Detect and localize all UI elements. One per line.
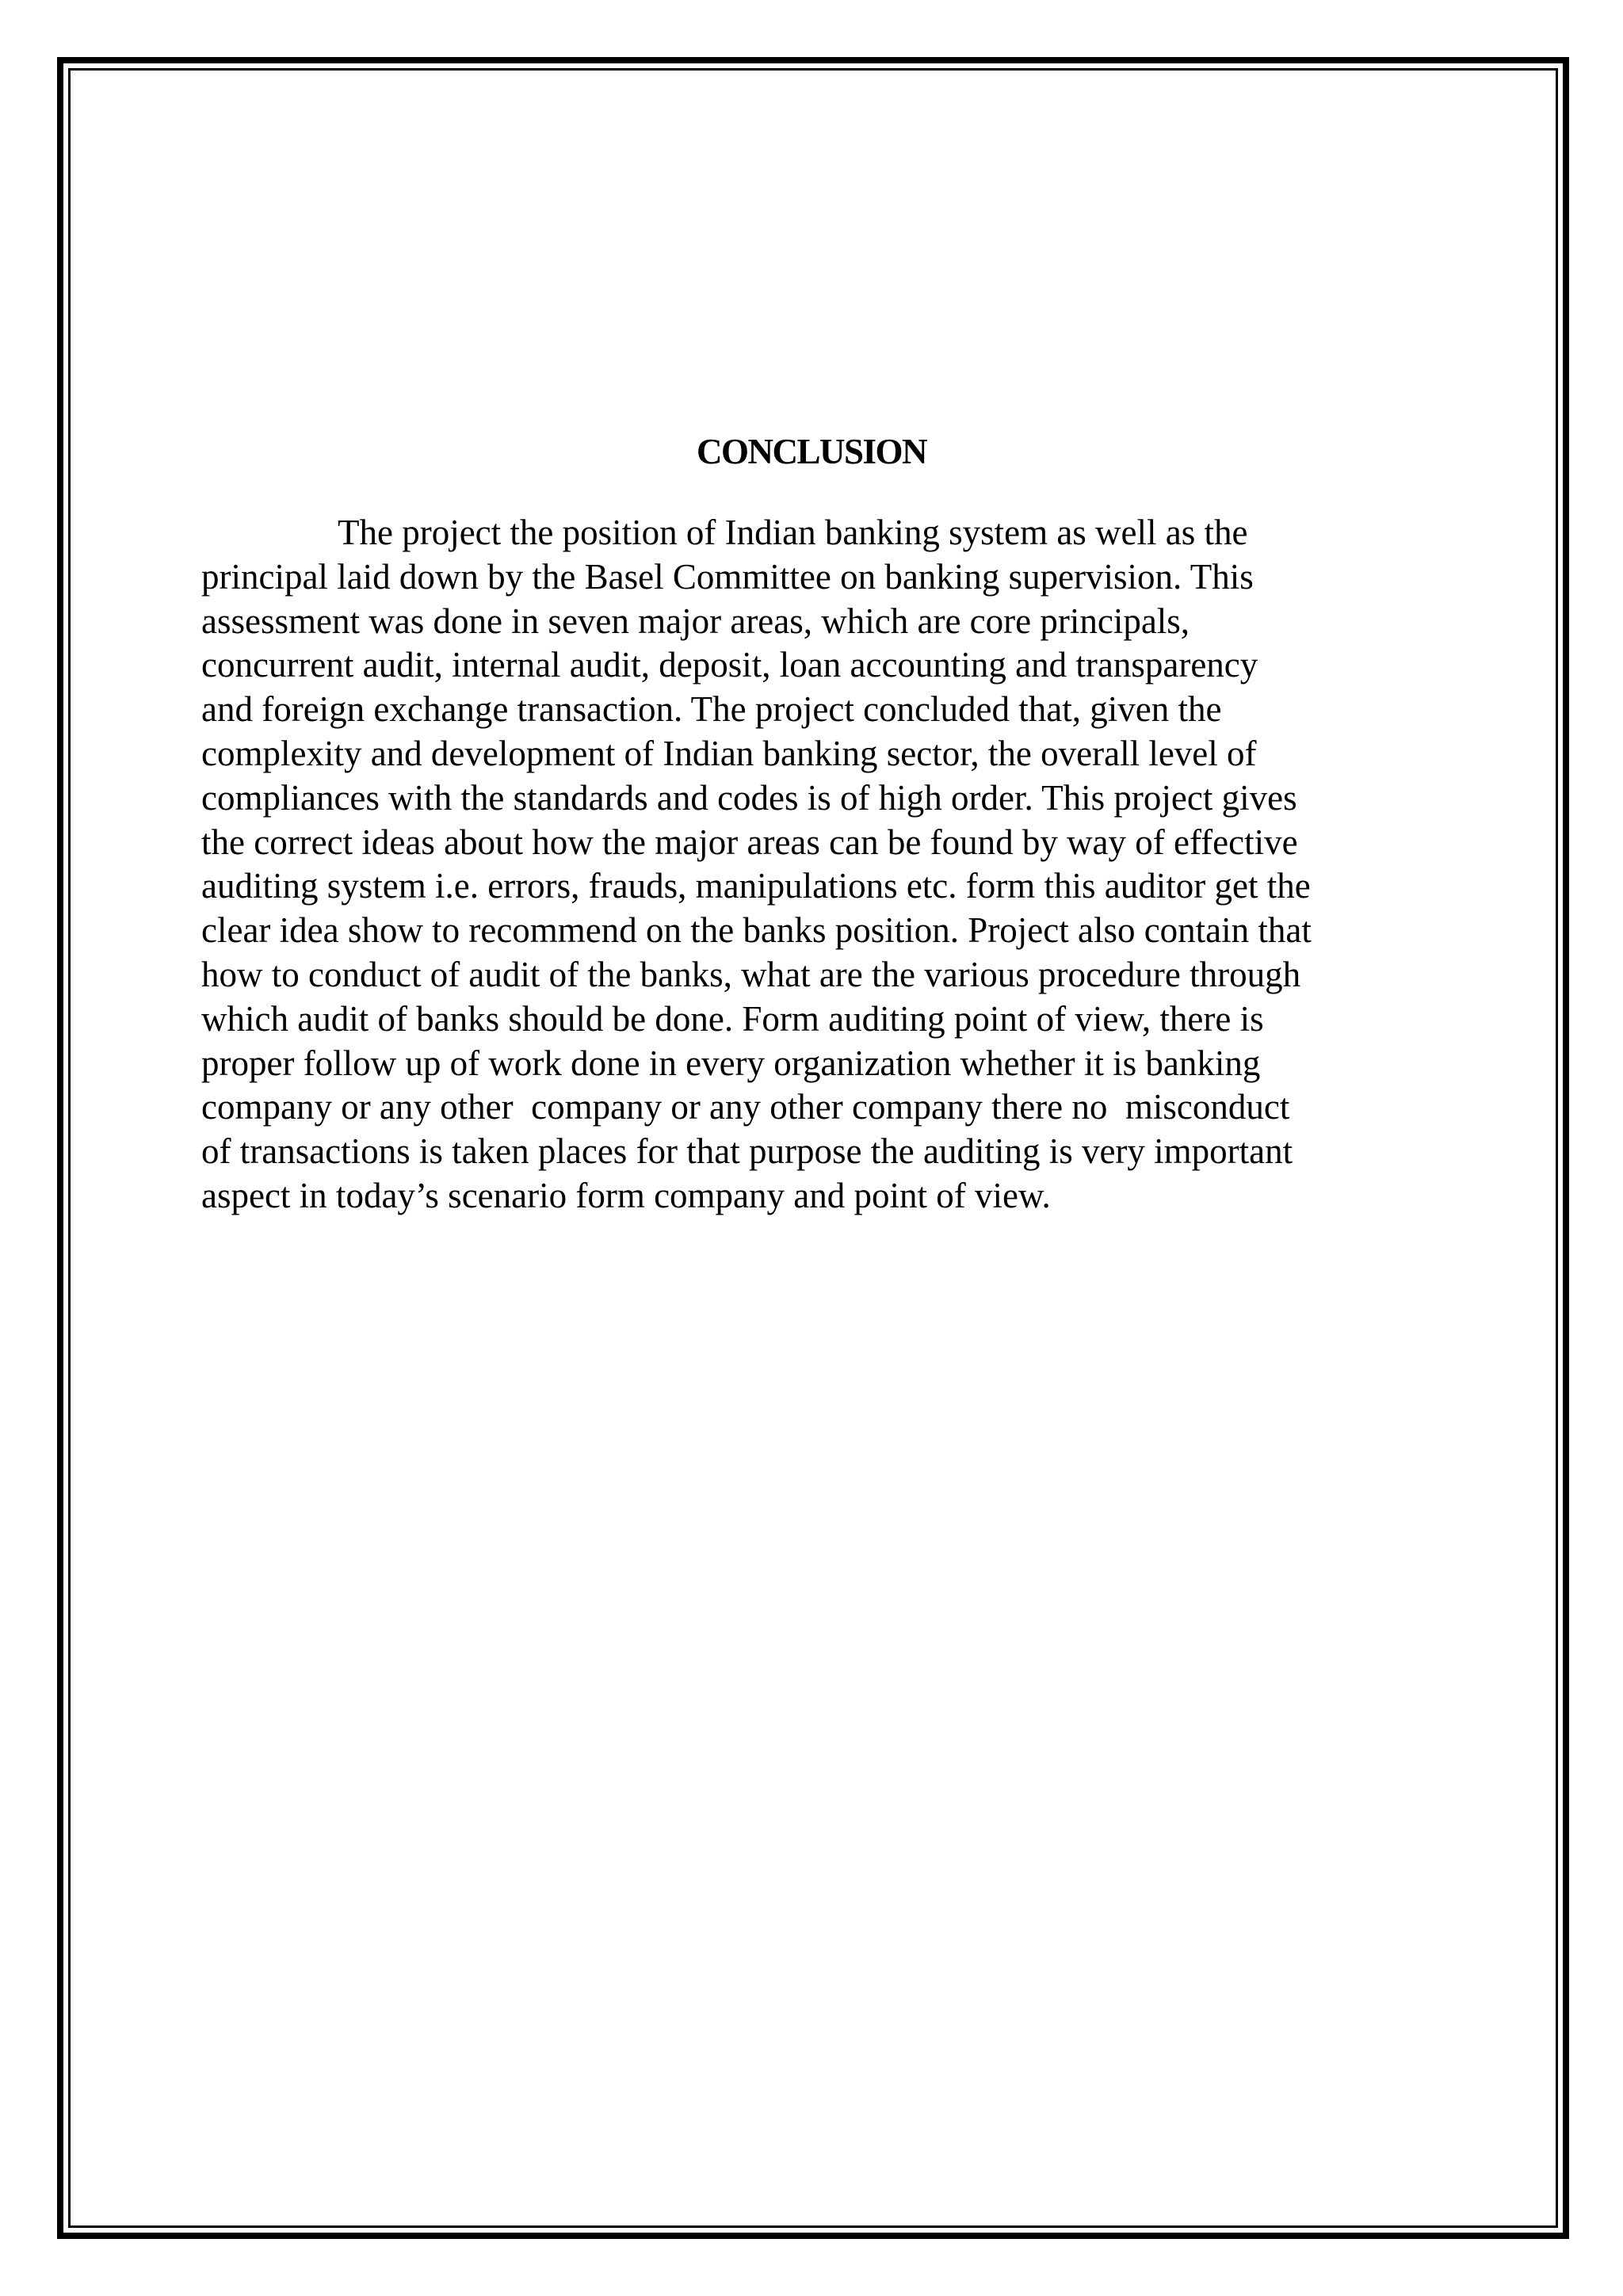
paragraph-line: proper follow up of work done in every organization whether it is banking — [201, 1043, 1261, 1083]
paragraph-line: the correct ideas about how the major areas can be found by way of effective — [201, 822, 1298, 862]
paragraph-line: compliances with the standards and codes is of high order. This project gives — [201, 777, 1297, 818]
paragraph-line: principal laid down by the Basel Committee on banking supervision. This — [201, 556, 1254, 597]
paragraph-line: clear idea show to recommend on the banks position. Project also contain that — [201, 910, 1312, 951]
paragraph-line: company or any other company or any other company there no misconduct — [201, 1087, 1290, 1127]
paragraph-line: assessment was done in seven major areas, which are core principals, — [201, 601, 1190, 641]
paragraph-line: of transactions is taken places for that purpose the auditing is very important — [201, 1131, 1293, 1172]
paragraph-line: auditing system i.e. errors, frauds, manipulations etc. form this auditor get the — [201, 866, 1311, 906]
paragraph-line: which audit of banks should be done. Form auditing point of view, there is — [201, 998, 1264, 1039]
paragraph-line: how to conduct of audit of the banks, what are the various procedure through — [201, 954, 1301, 994]
paragraph-line: aspect in today’s scenario form company and point of view. — [201, 1175, 1051, 1215]
paragraph-line: The project the position of Indian banking system as well as the — [338, 513, 1248, 552]
conclusion-paragraph — [201, 511, 1406, 1219]
paragraph-line: and foreign exchange transaction. The project concluded that, given the — [201, 689, 1222, 730]
paragraph-line: complexity and development of Indian banking sector, the overall level of — [201, 733, 1257, 773]
paragraph-line: concurrent audit, internal audit, deposit, loan accounting and transparency — [201, 645, 1258, 685]
page-title: CONCLUSION — [696, 432, 927, 471]
